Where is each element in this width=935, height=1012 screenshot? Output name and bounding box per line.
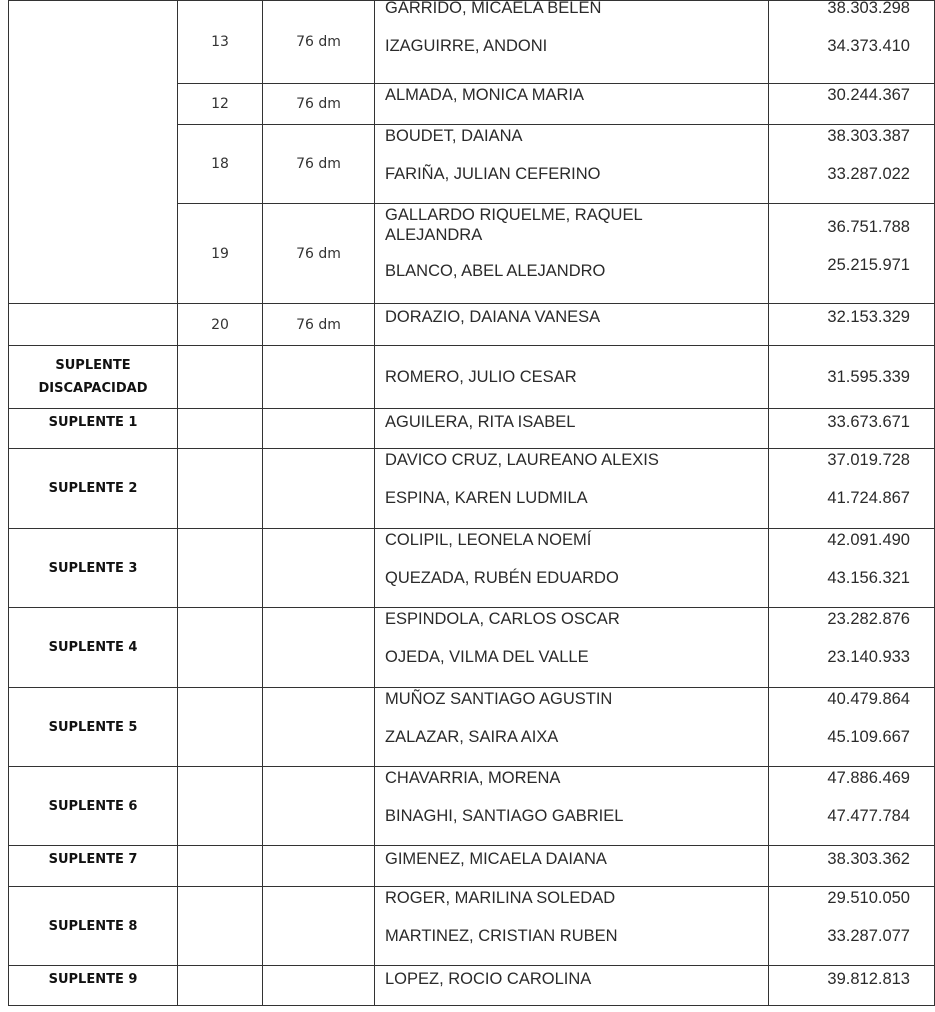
- ids-cell: [769, 204, 935, 304]
- dni-number: 47.477.784: [827, 807, 910, 825]
- table-row: [9, 449, 935, 529]
- suplente-label: SUPLENTE 6: [9, 767, 178, 846]
- table-row: [9, 966, 935, 1006]
- table-row: [9, 304, 935, 346]
- person-name: GALLARDO RIQUELME, RAQUEL: [385, 206, 643, 224]
- ids-cell: [769, 608, 935, 688]
- names-cell: [375, 688, 769, 767]
- names-cell: [375, 846, 769, 887]
- suplente-label: SUPLENTE 3: [9, 529, 178, 608]
- empty-cell: [263, 449, 375, 529]
- names-cell: [375, 409, 769, 449]
- dni-number: 30.244.367: [827, 86, 910, 104]
- person-name: OJEDA, VILMA DEL VALLE: [385, 648, 589, 666]
- ids-cell: [769, 767, 935, 846]
- dni-number: 41.724.867: [827, 489, 910, 507]
- names-cell: [375, 529, 769, 608]
- empty-cell: [178, 688, 263, 767]
- person-name: GARRIDO, MICAELA BELEN: [385, 0, 602, 17]
- unit-cell: 76 dm: [263, 84, 375, 125]
- table-row: [9, 346, 935, 409]
- empty-cell: [178, 608, 263, 688]
- empty-cell: [178, 346, 263, 409]
- order-number: 13: [178, 1, 263, 84]
- empty-cell: [178, 449, 263, 529]
- dni-number: 38.303.362: [827, 850, 910, 868]
- order-number: 18: [178, 125, 263, 204]
- unit-cell: 76 dm: [263, 1, 375, 84]
- person-name: ESPINA, KAREN LUDMILA: [385, 489, 588, 507]
- empty-cell: [263, 409, 375, 449]
- dni-number: 25.215.971: [827, 256, 910, 274]
- person-name: AGUILERA, RITA ISABEL: [385, 413, 576, 431]
- person-name: DAVICO CRUZ, LAUREANO ALEXIS: [385, 451, 659, 469]
- unit-cell: 76 dm: [263, 125, 375, 204]
- names-cell: [375, 1, 769, 84]
- empty-cell: [178, 846, 263, 887]
- names-cell: [375, 767, 769, 846]
- order-number: 19: [178, 204, 263, 304]
- suplente-label: SUPLENTE DISCAPACIDAD: [9, 346, 178, 409]
- person-name: QUEZADA, RUBÉN EDUARDO: [385, 569, 619, 587]
- dni-number: 40.479.864: [827, 690, 910, 708]
- person-name: ROGER, MARILINA SOLEDAD: [385, 889, 616, 907]
- unit-cell: 76 dm: [263, 204, 375, 304]
- names-cell: [375, 84, 769, 125]
- empty-cell: [263, 846, 375, 887]
- suplente-label: SUPLENTE 4: [9, 608, 178, 688]
- names-cell: [375, 204, 769, 304]
- table-row: [9, 767, 935, 846]
- dni-number: 23.282.876: [827, 610, 910, 628]
- ids-cell: [769, 84, 935, 125]
- dni-number: 32.153.329: [827, 308, 910, 326]
- empty-label-cell: [9, 304, 178, 346]
- empty-cell: [178, 887, 263, 966]
- person-name: DORAZIO, DAIANA VANESA: [385, 308, 601, 326]
- suplente-label: SUPLENTE 5: [9, 688, 178, 767]
- empty-cell: [263, 767, 375, 846]
- person-name: ZALAZAR, SAIRA AIXA: [385, 728, 559, 746]
- dni-number: 43.156.321: [827, 569, 910, 587]
- person-name: LOPEZ, ROCIO CAROLINA: [385, 970, 592, 988]
- names-cell: [375, 887, 769, 966]
- person-name: ALMADA, MONICA MARIA: [385, 86, 584, 104]
- empty-cell: [178, 966, 263, 1006]
- table-row: [9, 688, 935, 767]
- suplente-label: SUPLENTE 8: [9, 887, 178, 966]
- ids-cell: [769, 125, 935, 204]
- person-name: CHAVARRIA, MORENA: [385, 769, 561, 787]
- empty-cell: [263, 688, 375, 767]
- order-number: 20: [178, 304, 263, 346]
- dni-number: 23.140.933: [827, 648, 910, 666]
- dni-number: 37.019.728: [827, 451, 910, 469]
- ids-cell: [769, 409, 935, 449]
- names-cell: [375, 966, 769, 1006]
- dni-number: 36.751.788: [827, 218, 910, 236]
- person-name: IZAGUIRRE, ANDONI: [385, 37, 548, 55]
- ids-cell: [769, 688, 935, 767]
- names-cell: [375, 608, 769, 688]
- ids-cell: [769, 846, 935, 887]
- dni-number: 47.886.469: [827, 769, 910, 787]
- names-cell: [375, 449, 769, 529]
- empty-cell: [178, 529, 263, 608]
- dni-number: 38.303.387: [827, 127, 910, 145]
- table-row: [9, 846, 935, 887]
- person-name: BLANCO, ABEL ALEJANDRO: [385, 262, 606, 280]
- assignment-table: [8, 0, 935, 1006]
- ids-cell: [769, 346, 935, 409]
- ids-cell: [769, 887, 935, 966]
- ids-cell: [769, 449, 935, 529]
- dni-number: 33.287.077: [827, 927, 910, 945]
- table-row: [9, 409, 935, 449]
- dni-number: 34.373.410: [827, 37, 910, 55]
- names-cell: [375, 125, 769, 204]
- person-name: ROMERO, JULIO CESAR: [385, 368, 577, 386]
- empty-cell: [263, 529, 375, 608]
- table-row: [9, 887, 935, 966]
- suplente-label: SUPLENTE 7: [9, 846, 178, 887]
- table-row: [9, 1, 935, 84]
- person-name: MUÑOZ SANTIAGO AGUSTIN: [385, 690, 613, 708]
- person-name: BOUDET, DAIANA: [385, 127, 523, 145]
- ids-cell: [769, 1, 935, 84]
- person-name: FARIÑA, JULIAN CEFERINO: [385, 165, 601, 183]
- person-name: BINAGHI, SANTIAGO GABRIEL: [385, 807, 624, 825]
- empty-cell: [263, 346, 375, 409]
- order-number: 12: [178, 84, 263, 125]
- person-name: MARTINEZ, CRISTIAN RUBEN: [385, 927, 618, 945]
- person-name: COLIPIL, LEONELA NOEMÍ: [385, 531, 592, 549]
- table-row: [9, 608, 935, 688]
- dni-number: 38.303.298: [827, 0, 910, 17]
- dni-number: 33.673.671: [827, 413, 910, 431]
- suplente-label: SUPLENTE 2: [9, 449, 178, 529]
- suplente-label: SUPLENTE 1: [9, 409, 178, 449]
- empty-cell: [178, 409, 263, 449]
- dni-number: 33.287.022: [827, 165, 910, 183]
- ids-cell: [769, 966, 935, 1006]
- empty-cell: [178, 767, 263, 846]
- empty-cell: [263, 966, 375, 1006]
- empty-label-cell: [9, 1, 178, 304]
- ids-cell: [769, 529, 935, 608]
- dni-number: 31.595.339: [827, 368, 910, 386]
- dni-number: 42.091.490: [827, 531, 910, 549]
- dni-number: 39.812.813: [827, 970, 910, 988]
- dni-number: 45.109.667: [827, 728, 910, 746]
- dni-number: 29.510.050: [827, 889, 910, 907]
- names-cell: [375, 346, 769, 409]
- suplente-label: SUPLENTE 9: [9, 966, 178, 1006]
- empty-cell: [263, 887, 375, 966]
- unit-cell: 76 dm: [263, 304, 375, 346]
- names-cell: [375, 304, 769, 346]
- person-name: GIMENEZ, MICAELA DAIANA: [385, 850, 607, 868]
- table-row: [9, 529, 935, 608]
- empty-cell: [263, 608, 375, 688]
- person-name: ESPINDOLA, CARLOS OSCAR: [385, 610, 620, 628]
- ids-cell: [769, 304, 935, 346]
- person-name: ALEJANDRA: [385, 226, 483, 244]
